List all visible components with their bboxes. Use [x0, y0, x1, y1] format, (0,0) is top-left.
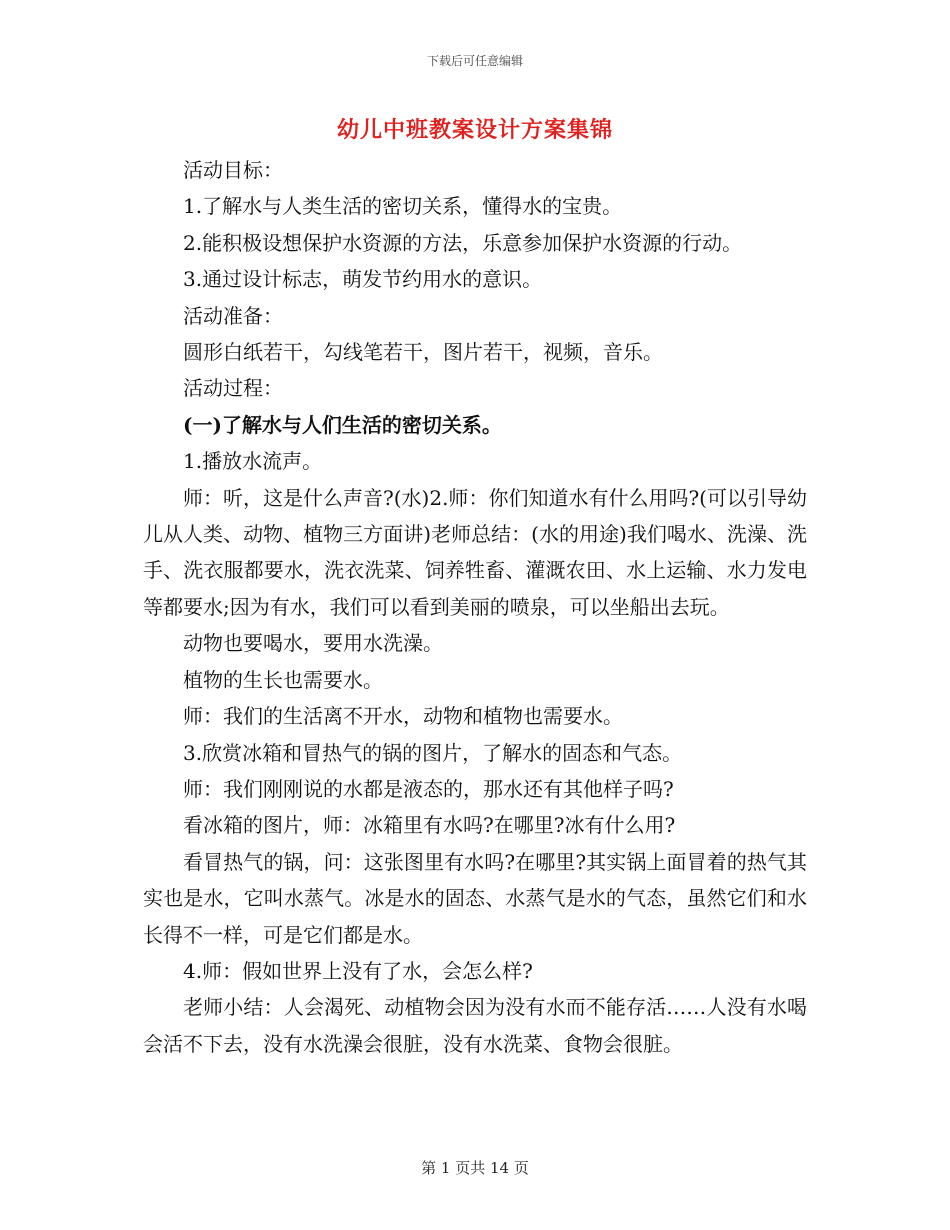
process-step-4: 4.师：假如世界上没有了水，会怎么样?	[183, 958, 533, 983]
section-label-preparation: 活动准备：	[183, 303, 283, 328]
teacher-summary: 老师小结：人会渴死、动植物会因为没有水而不能存活……人没有水喝会活不下去，没有水洗澡会很脏，没有水洗菜、食物会很脏。	[143, 995, 807, 1056]
process-step-1: 1.播放水流声。	[183, 449, 323, 474]
section-label-objectives: 活动目标：	[183, 158, 283, 182]
page-number: 第 1 页共 14 页	[421, 1159, 529, 1177]
objective-item-3: 3.通过设计标志，萌发节约用水的意识。	[183, 267, 543, 292]
page-header-note: 下载后可任意编辑	[426, 54, 523, 68]
objective-item-1: 1.了解水与人类生活的密切关系，懂得水的宝贵。	[183, 194, 623, 219]
process-paragraph: 植物的生长也需要水。	[183, 667, 383, 692]
process-paragraph: 看冒热气的锅，问：这张图里有水吗?在哪里?其实锅上面冒着的热气其实也是水，它叫水蒸气。冰是水的固态、水蒸气是水的气态，虽然它们和水长得不一样，可是它们都是水。	[143, 849, 807, 947]
preparation-text: 圆形白纸若干，勾线笔若干，图片若干，视频，音乐。	[183, 340, 663, 365]
section-label-process: 活动过程：	[183, 376, 283, 401]
process-paragraph: 师：听，这是什么声音?(水)2.师：你们知道水有什么用吗?(可以引导幼儿从人类、动物、植物三方面讲)老师总结：(水的用途)我们喝水、洗澡、洗手、洗衣服都要水，洗衣洗菜、饲养牲畜、灌溉农田、水上运输、水力发电等都要水;因为有水，我们可以看到美丽的喷泉，可以坐船出去玩。	[143, 485, 807, 619]
process-paragraph: 师：我们刚刚说的水都是液态的，那水还有其他样子吗?	[183, 776, 674, 801]
process-paragraph: 看冰箱的图片，师：冰箱里有水吗?在哪里?冰有什么用?	[183, 813, 676, 838]
document-body	[143, 152, 807, 1062]
process-paragraph: 师：我们的生活离不开水，动物和植物也需要水。	[183, 704, 623, 729]
process-paragraph: 动物也要喝水，要用水洗澡。	[183, 631, 443, 656]
objective-item-2: 2.能积极设想保护水资源的方法，乐意参加保护水资源的行动。	[183, 230, 743, 255]
process-step-3: 3.欣赏冰箱和冒热气的锅的图片，了解水的固态和气态。	[183, 740, 683, 765]
document-title: 幼儿中班教案设计方案集锦	[336, 117, 613, 143]
process-heading-1: (一)了解水与人们生活的密切关系。	[183, 412, 502, 437]
